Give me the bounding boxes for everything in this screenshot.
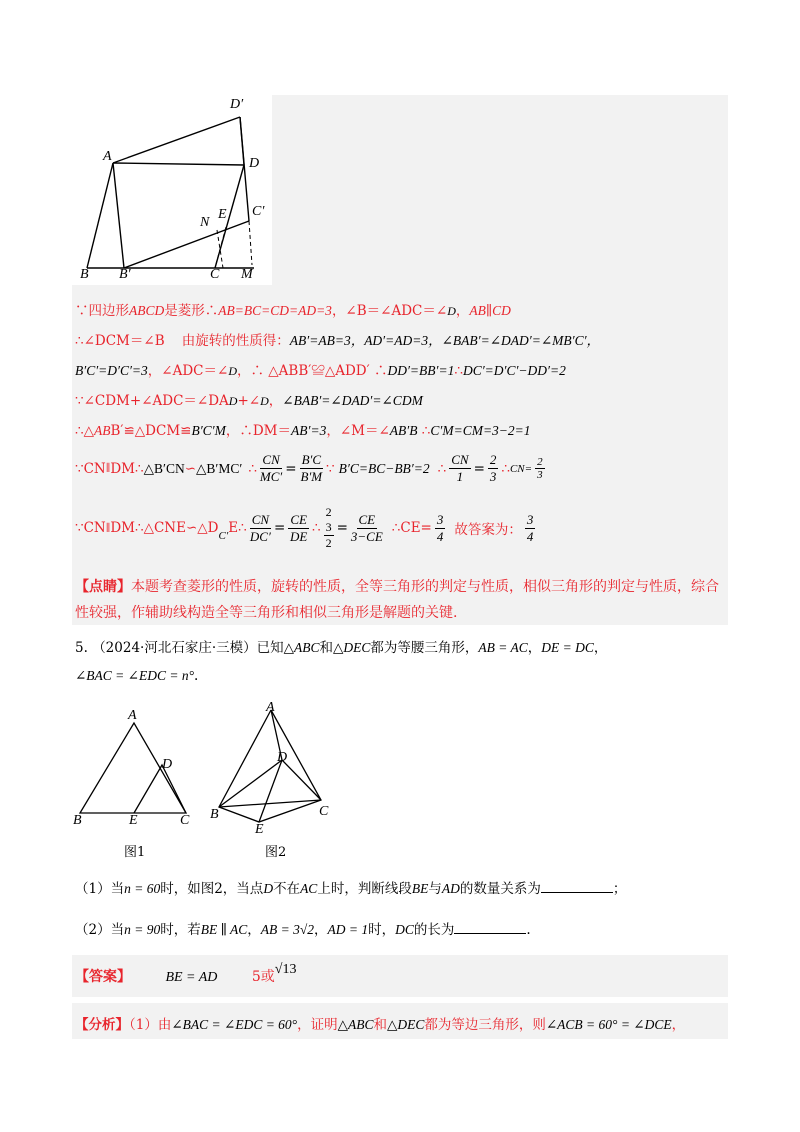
frac-nested: 2 3 2: [325, 505, 332, 550]
frac-cn-mc: $\frac{CN}{MC'}$: [259, 452, 283, 484]
fig1-label-D: D: [162, 757, 173, 772]
fig1-caption: 图1: [124, 845, 146, 860]
label-Dprime: D′: [230, 97, 244, 112]
frac-2-3: $\frac{2}{3}$: [489, 452, 497, 484]
answer-blank-1[interactable]: [541, 880, 613, 893]
frac-ce-3ce: $\frac{CE}{3-CE}$: [350, 511, 383, 544]
frac-3-4b: $\frac{3}{4}$: [526, 511, 534, 544]
fig2-label-E: E: [255, 822, 264, 837]
solution-line-7: ∵CN ∥ DM∴△CNE∽△D C′ E∴ $\frac{CN}{DC'}$ = $\frac{CE}{DE}$ ∴ 2 3 2 = $\frac{CE}{3-CE}$ ∴CE= $\frac{3}{4}$ 故答案为： $\frac{3}{4}$: [75, 505, 534, 550]
solution-line-4: ∵∠CDM+∠ADC＝∠DAD+∠D，∠BAB′=∠DAD′=∠CDM: [75, 393, 423, 409]
solution-line-3: B′C′=D′C′=3，∠ADC＝∠D，∴ △ABB′≌△ADD′ ∴DD′=BB′=1∴DC′=D′C′−DD′=2: [75, 363, 566, 379]
figure-1: [70, 705, 200, 860]
label-A: A: [103, 149, 112, 164]
frac-3-4: $\frac{3}{4}$: [436, 511, 444, 544]
analysis-tag: 【分析】: [75, 1017, 129, 1033]
label-E: E: [218, 207, 227, 222]
frac-cn-dc: $\frac{CN}{DC'}$: [249, 511, 271, 544]
solution-line-1: ∵四边形ABCD是菱形∴AB=BC=CD=AD=3，∠B＝∠ADC＝∠D，AB∥CD: [75, 303, 511, 319]
label-C: C: [210, 267, 220, 282]
answer-tag: 【答案】: [75, 969, 131, 985]
question-1: （1）当n = 60时，如图2，当点D不在AC上时，判断线段BE与AD的数量关系为 ；: [75, 881, 627, 897]
answer-blank-2[interactable]: [454, 921, 526, 934]
fig2-label-A: A: [266, 700, 275, 715]
question-2: （2）当n = 90时，若BE ∥ AC，AB = 3√2，AD = 1时，DC的长为 .: [75, 922, 531, 938]
fig1-label-E: E: [129, 813, 138, 828]
dianjing-block: 【点睛】本题考查菱形的性质，旋转的性质，全等三角形的判定与性质，相似三角形的判定与性质，综合 性较强，作辅助线构造全等三角形和相似三角形是解题的关键.: [75, 579, 719, 621]
problem-5-line-2: ∠BAC = ∠EDC = n°.: [75, 668, 199, 684]
rhombus-diagram: [72, 95, 272, 285]
fig2-label-C: C: [319, 804, 329, 819]
frac-2-3b: $\frac{2}{3}$: [537, 456, 543, 481]
frac-ce-de: $\frac{CE}{DE}$: [290, 511, 308, 544]
solution-line-6: ∵CN ∥ DM∴ △B′CN ∽ △B′MC′ ∴ $\frac{CN}{MC'}$ = $\frac{B'C}{B'M}$ ∵ B′C=BC−BB′=2 ∴ $\frac{CN}{1}$ = $\frac{2}{3}$ ∴ CN= $\frac{2}{3}$: [75, 452, 543, 484]
fig1-label-A: A: [128, 708, 137, 723]
fig1-label-B: B: [73, 813, 82, 828]
fig2-label-B: B: [210, 807, 219, 822]
problem-5-line-1: 5. （2024·河北石家庄·三模）已知△ABC和△DEC都为等腰三角形，AB = AC，DE = DC，: [75, 640, 608, 656]
rhombus-figure: [72, 95, 272, 285]
analysis-line: 【分析】（1）由∠BAC = ∠EDC = 60°，证明△ABC和△DEC都为等边三角形，则∠ACB = 60° = ∠DCE，: [75, 1017, 686, 1033]
solution-line-5: ∴△ABB′≌△DCM≌B′C′M，∴DM＝AB′=3，∠M＝∠AB′B ∴C′M=CM=3−2=1: [75, 423, 531, 439]
answer-line: 【答案】 BE = AD 5或√13: [75, 962, 297, 985]
dianjing-tag: 【点睛】: [75, 579, 131, 595]
label-M: M: [241, 267, 253, 282]
frac-bc-bm: $\frac{B'C}{B'M}$: [300, 452, 323, 484]
frac-cn-1: $\frac{CN}{1}$: [451, 452, 469, 484]
label-B: B: [80, 267, 89, 282]
label-D: D: [249, 156, 260, 171]
figure-2: [205, 700, 340, 860]
label-Cprime: C′: [252, 204, 265, 219]
solution-line-2: ∴∠DCM＝∠B 由旋转的性质得：AB′=AB=3，AD′=AD=3，∠BAB′=∠DAD′=∠MB′C′，: [75, 333, 601, 349]
label-N: N: [200, 215, 210, 230]
label-Bprime: B′: [119, 267, 131, 282]
fig1-label-C: C: [180, 813, 190, 828]
fig2-label-D: D: [277, 750, 288, 765]
fig2-caption: 图2: [265, 845, 287, 860]
